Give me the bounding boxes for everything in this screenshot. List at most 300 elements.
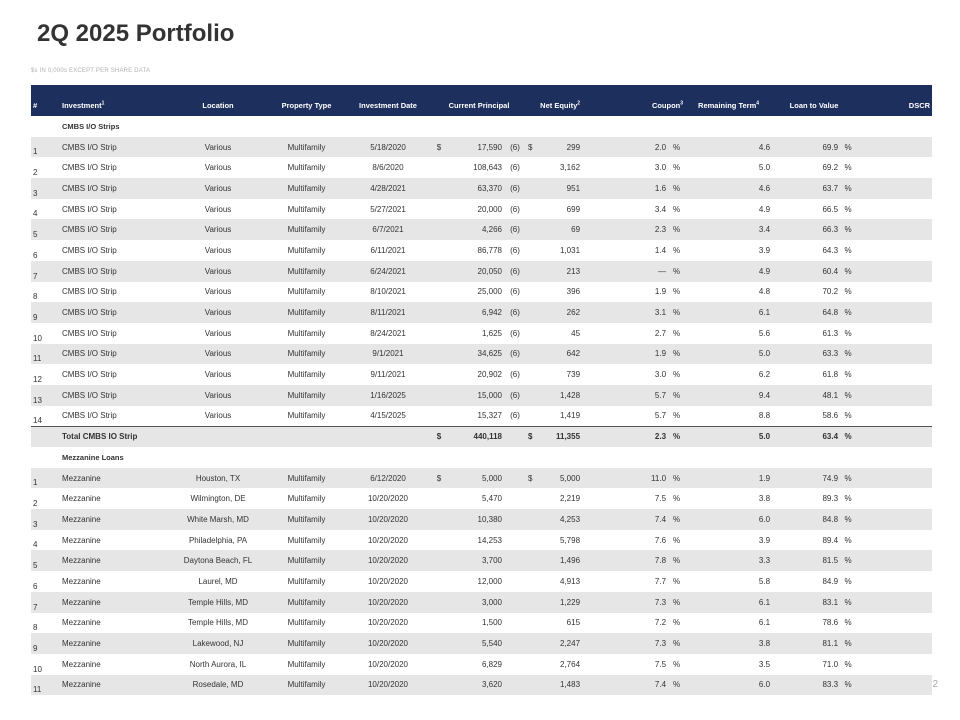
location-cell: Various [204,308,232,318]
net-equity-cell: 5,798 [560,535,581,545]
ltv-percent-sign: % [844,597,852,607]
investment-cell: CMBS I/O Strip [62,411,117,421]
row-number: 8 [33,623,38,633]
property-type-cell: Multifamily [287,142,326,152]
net-equity-cell: 699 [566,204,581,214]
ltv-percent-sign: % [844,266,852,276]
current-principal-cell: 108,643 [473,163,502,173]
dscr-cell [856,633,932,654]
dscr-cell [856,137,932,158]
property-type-cell: Multifamily [287,535,326,545]
loan-to-value-cell: 63.3 [822,349,839,359]
remaining-term-cell: 3.5 [758,659,771,669]
property-type-cell: Multifamily [287,183,326,193]
property-type-cell: Multifamily [287,556,326,566]
table-row [31,550,932,571]
remaining-term-cell: 9.4 [758,390,771,400]
investment-cell: CMBS I/O Strip [62,142,117,152]
ltv-percent-sign: % [844,494,852,504]
coupon-percent-sign: % [672,142,681,152]
ltv-percent-sign: % [844,618,852,628]
location-cell: Various [204,225,232,235]
equity-currency [526,282,534,303]
dscr-cell [856,261,932,282]
investment-cell: CMBS I/O Strip [62,370,117,380]
section-header-row [31,116,932,137]
principal-currency [432,385,446,406]
principal-footnote: (6) [510,225,520,235]
dscr-cell [856,488,932,509]
table-row [31,261,932,282]
principal-currency [432,282,446,303]
principal-currency [432,406,446,427]
ltv-percent-sign: % [844,514,852,524]
remaining-term-cell: 4.8 [758,287,771,297]
investment-cell: CMBS I/O Strip [62,349,117,359]
footnote-marker: 1 [101,100,105,107]
location-cell: Various [204,390,232,400]
equity-currency: $ [528,142,533,152]
row-number: 3 [33,188,38,198]
total-principal: 440,118 [473,432,502,442]
coupon-percent-sign: % [672,680,681,690]
location-cell: Various [204,183,232,193]
total-label: Total CMBS IO Strip [62,432,138,442]
remaining-term-cell: 4.6 [758,142,771,152]
property-type-cell: Multifamily [287,680,326,690]
coupon-cell: 7.2 [654,618,667,628]
investment-date-cell: 6/24/2021 [370,266,406,276]
coupon-cell: 7.7 [654,576,667,586]
row-number: 10 [33,664,42,674]
principal-footnote: (6) [510,328,520,338]
column-header-dscr [856,85,932,116]
net-equity-cell: 45 [571,328,581,338]
current-principal-cell: 17,590 [477,142,502,152]
investment-cell: CMBS I/O Strip [62,390,117,400]
principal-currency: $ [436,432,442,442]
current-principal-cell: 20,902 [477,370,502,380]
coupon-percent-sign: % [672,287,681,297]
ltv-percent-sign: % [844,473,852,483]
current-principal-cell: 5,000 [481,473,502,483]
column-header-label: Net Equity [540,101,578,110]
investment-cell: CMBS I/O Strip [62,266,117,276]
coupon-cell: 1.9 [654,287,667,297]
current-principal-cell: 1,500 [481,618,502,628]
coupon-cell: 7.8 [654,556,667,566]
principal-currency: $ [436,142,442,152]
investment-date-cell: 8/24/2021 [370,328,406,338]
row-number: 11 [33,685,42,695]
dscr-cell [856,364,932,385]
principal-footnote: (6) [510,390,520,400]
coupon-percent-sign: % [672,163,681,173]
principal-footnote [504,633,526,654]
remaining-term-cell: 5.0 [758,349,771,359]
coupon-cell: 3.0 [654,370,667,380]
table-row [31,509,932,530]
remaining-term-cell: 5.0 [758,163,771,173]
dscr-cell [856,675,932,696]
loan-to-value-cell: 70.2 [822,287,839,297]
investment-date-cell: 5/18/2020 [370,142,406,152]
remaining-term-cell: 6.0 [758,514,771,524]
coupon-percent-sign: % [672,473,681,483]
property-type-cell: Multifamily [287,390,326,400]
dscr-cell [856,530,932,551]
row-number: 10 [33,333,42,343]
column-header-label: # [33,101,38,110]
row-number: 12 [33,374,42,384]
units-note: $s IN 0,000s EXCEPT PER SHARE DATA [31,68,151,74]
table-row [31,364,932,385]
investment-date-cell: 4/28/2021 [370,183,406,193]
column-header-location [167,85,269,116]
investment-date-cell: 10/20/2020 [367,597,409,607]
current-principal-cell: 5,470 [481,494,502,504]
table-row [31,219,932,240]
principal-footnote [504,509,526,530]
investment-cell: Mezzanine [62,576,101,586]
loan-to-value-cell: 58.6 [822,411,839,421]
property-type-cell: Multifamily [287,328,326,338]
dscr-cell [856,550,932,571]
property-type-cell: Multifamily [287,411,326,421]
property-type-cell: Multifamily [287,287,326,297]
principal-currency [432,592,446,613]
table-row [31,385,932,406]
dscr-cell [856,157,932,178]
investment-date-cell: 6/12/2020 [370,473,406,483]
remaining-term-cell: 6.2 [758,370,771,380]
current-principal-cell: 3,700 [481,556,502,566]
investment-date-cell: 10/20/2020 [367,514,409,524]
remaining-term-cell: 6.1 [758,308,771,318]
property-type-cell: Multifamily [287,473,326,483]
table-row [31,530,932,551]
total-coupon: 2.3 [654,432,667,442]
ltv-percent-sign: % [844,390,852,400]
ltv-percent-sign: % [844,576,852,586]
net-equity-cell: 5,000 [560,473,581,483]
investment-date-cell: 6/11/2021 [370,245,406,255]
dscr-cell [856,613,932,634]
coupon-percent-sign: % [672,514,681,524]
principal-currency [432,364,446,385]
coupon-percent-sign: % [672,183,681,193]
coupon-percent-sign: % [672,328,681,338]
investment-date-cell: 5/27/2021 [370,204,406,214]
ltv-percent-sign: % [844,411,852,421]
dscr-cell [856,240,932,261]
equity-currency [526,488,534,509]
location-cell: Lakewood, NJ [192,639,244,649]
location-cell: Houston, TX [195,473,241,483]
remaining-term-cell: 3.4 [758,225,771,235]
net-equity-cell: 951 [566,183,581,193]
current-principal-cell: 86,778 [477,245,502,255]
coupon-percent-sign: % [672,266,681,276]
remaining-term-cell: 4.9 [758,204,771,214]
property-type-cell: Multifamily [287,266,326,276]
dscr-cell [856,385,932,406]
coupon-cell: 7.6 [654,535,667,545]
total-spacer [31,426,60,447]
total-note-spacer [504,426,526,447]
equity-currency [526,178,534,199]
loan-to-value-cell: 84.9 [822,576,839,586]
coupon-percent-sign: % [672,411,681,421]
net-equity-cell: 396 [566,287,581,297]
dscr-cell [856,219,932,240]
net-equity-cell: 69 [571,225,581,235]
page-number: 2 [932,679,938,690]
equity-currency [526,302,534,323]
equity-currency [526,530,534,551]
coupon-percent-sign: % [672,432,681,442]
loan-to-value-cell: 81.5 [822,556,839,566]
row-number: 4 [33,540,38,550]
table-row [31,344,932,365]
ltv-percent-sign: % [844,556,852,566]
row-number: 2 [33,499,38,509]
remaining-term-cell: 3.8 [758,639,771,649]
property-type-cell: Multifamily [287,514,326,524]
table-row [31,633,932,654]
equity-currency [526,344,534,365]
column-header-label: Coupon [651,101,681,110]
investment-cell: Mezzanine [62,473,101,483]
investment-cell: CMBS I/O Strip [62,204,117,214]
remaining-term-cell: 6.1 [758,597,771,607]
property-type-cell: Multifamily [287,576,326,586]
principal-footnote [504,468,526,489]
column-header-type [269,85,344,116]
equity-currency [526,633,534,654]
net-equity-cell: 2,764 [560,659,581,669]
principal-currency [432,509,446,530]
remaining-term-cell: 3.3 [758,556,771,566]
current-principal-cell: 25,000 [477,287,502,297]
ltv-percent-sign: % [844,142,852,152]
table-row [31,199,932,220]
ltv-percent-sign: % [844,287,852,297]
remaining-term-cell: 3.9 [758,535,771,545]
property-type-cell: Multifamily [287,659,326,669]
equity-currency: $ [528,432,533,442]
location-cell: Various [204,287,232,297]
loan-to-value-cell: 74.9 [822,473,839,483]
total-ltv: 63.4 [822,432,839,442]
investment-cell: CMBS I/O Strip [62,225,117,235]
equity-currency [526,219,534,240]
table-row [31,323,932,344]
current-principal-cell: 14,253 [477,535,502,545]
page-title: 2Q 2025 Portfolio [37,20,235,47]
location-cell: Various [204,328,232,338]
principal-currency [432,550,446,571]
coupon-percent-sign: % [672,659,681,669]
coupon-cell: — [658,266,667,276]
column-header-label: Loan to Value [789,101,839,110]
loan-to-value-cell: 71.0 [822,659,839,669]
row-number: 13 [33,395,42,405]
loan-to-value-cell: 81.1 [822,639,839,649]
table-body [31,116,932,695]
remaining-term-cell: 5.6 [758,328,771,338]
dscr-cell [856,406,932,427]
table-row [31,613,932,634]
principal-footnote: (6) [510,163,520,173]
footnote-marker: 4 [756,100,760,107]
location-cell: Various [204,245,232,255]
loan-to-value-cell: 89.4 [822,535,839,545]
remaining-term-cell: 3.8 [758,494,771,504]
column-header-label: DSCR [908,101,931,110]
property-type-cell: Multifamily [287,494,326,504]
loan-to-value-cell: 84.8 [822,514,839,524]
investment-cell: CMBS I/O Strip [62,287,117,297]
row-number: 11 [33,354,42,364]
coupon-percent-sign: % [672,556,681,566]
investment-cell: Mezzanine [62,535,101,545]
loan-to-value-cell: 66.3 [822,225,839,235]
principal-currency [432,219,446,240]
total-equity: 11,355 [556,432,581,442]
table-row [31,571,932,592]
coupon-percent-sign: % [672,370,681,380]
table-row [31,302,932,323]
principal-footnote: (6) [510,183,520,193]
coupon-cell: 1.9 [654,349,667,359]
remaining-term-cell: 3.9 [758,245,771,255]
principal-currency [432,240,446,261]
investment-cell: Mezzanine [62,659,101,669]
column-header-label: Investment Date [359,101,417,110]
row-number: 1 [33,478,38,488]
equity-currency [526,509,534,530]
location-cell: Various [204,163,232,173]
current-principal-cell: 20,050 [477,266,502,276]
location-cell: Temple Hills, MD [187,618,248,628]
investment-date-cell: 8/10/2021 [370,287,406,297]
investment-date-cell: 8/6/2020 [372,163,404,173]
remaining-term-cell: 6.1 [758,618,771,628]
column-header-date [344,85,432,116]
remaining-term-cell: 6.0 [758,680,771,690]
coupon-percent-sign: % [672,535,681,545]
column-header-ltv [772,85,856,116]
investment-cell: Mezzanine [62,514,101,524]
loan-to-value-cell: 64.8 [822,308,839,318]
row-number: 3 [33,519,38,529]
net-equity-cell: 1,419 [560,411,581,421]
property-type-cell: Multifamily [287,639,326,649]
principal-footnote [504,571,526,592]
coupon-percent-sign: % [672,349,681,359]
location-cell: Various [204,411,232,421]
principal-footnote: (6) [510,308,520,318]
property-type-cell: Multifamily [287,245,326,255]
ltv-percent-sign: % [844,183,852,193]
ltv-percent-sign: % [844,639,852,649]
column-header-label: Current Principal [448,101,510,110]
property-type-cell: Multifamily [287,225,326,235]
location-cell: Daytona Beach, FL [183,556,253,566]
principal-footnote: (6) [510,266,520,276]
principal-currency [432,530,446,551]
loan-to-value-cell: 66.5 [822,204,839,214]
current-principal-cell: 15,000 [477,390,502,400]
current-principal-cell: 63,370 [477,183,502,193]
column-header-equity [526,85,582,116]
net-equity-cell: 4,253 [560,514,581,524]
dscr-cell [856,592,932,613]
dscr-cell [856,178,932,199]
coupon-cell: 11.0 [651,473,667,483]
loan-to-value-cell: 83.1 [822,597,839,607]
net-equity-cell: 642 [566,349,581,359]
location-cell: Various [204,204,232,214]
principal-footnote: (6) [510,245,520,255]
section-title: Mezzanine Loans [62,452,124,462]
principal-footnote [504,530,526,551]
location-cell: Various [204,266,232,276]
investment-date-cell: 10/20/2020 [367,556,409,566]
principal-currency [432,178,446,199]
ltv-percent-sign: % [844,680,852,690]
loan-to-value-cell: 60.4 [822,266,839,276]
investment-date-cell: 10/20/2020 [367,576,409,586]
row-number: 14 [33,415,42,425]
remaining-term-cell: 1.9 [758,473,771,483]
equity-currency [526,654,534,675]
coupon-percent-sign: % [672,390,681,400]
dscr-cell [856,571,932,592]
table-row [31,654,932,675]
principal-footnote: (6) [510,287,520,297]
investment-date-cell: 10/20/2020 [367,618,409,628]
coupon-cell: 1.4 [654,245,667,255]
investment-cell: Mezzanine [62,597,101,607]
column-header-num [31,85,60,116]
investment-date-cell: 1/16/2025 [370,390,406,400]
footnote-marker: 3 [680,100,684,107]
property-type-cell: Multifamily [287,597,326,607]
coupon-percent-sign: % [672,639,681,649]
coupon-percent-sign: % [672,204,681,214]
location-cell: Various [204,349,232,359]
section-spacer [31,116,60,137]
coupon-percent-sign: % [672,597,681,607]
coupon-cell: 7.5 [654,659,667,669]
table-header [31,85,932,116]
ltv-percent-sign: % [844,328,852,338]
principal-footnote [504,488,526,509]
principal-currency [432,488,446,509]
investment-date-cell: 9/11/2021 [370,370,406,380]
net-equity-cell: 739 [566,370,581,380]
ltv-percent-sign: % [844,535,852,545]
dscr-cell [856,509,932,530]
coupon-cell: 3.0 [654,163,667,173]
location-cell: Rosedale, MD [192,680,244,690]
investment-cell: Mezzanine [62,680,101,690]
column-header-label: Investment [62,101,102,110]
dscr-cell [856,344,932,365]
column-header-label: Property Type [281,101,332,110]
